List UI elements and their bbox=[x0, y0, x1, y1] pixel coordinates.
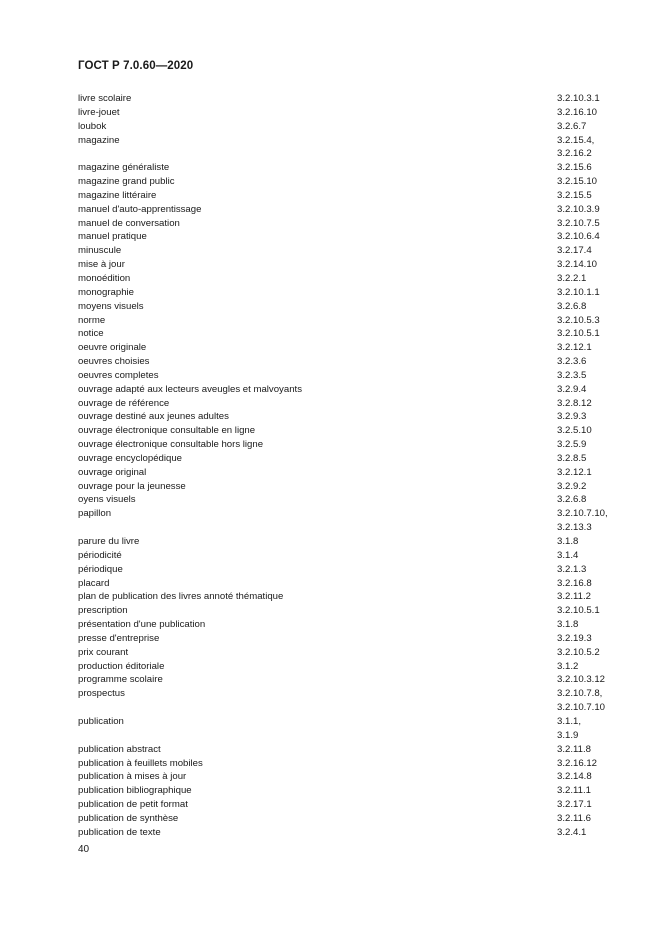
index-entry bbox=[78, 812, 623, 826]
section-reference: 3.2.15.5 bbox=[557, 189, 592, 201]
index-term: ouvrage électronique consultable hors ligne bbox=[78, 439, 264, 451]
index-references bbox=[557, 189, 623, 203]
index-references bbox=[557, 424, 623, 438]
section-reference: 3.2.8.12 bbox=[557, 397, 592, 409]
section-reference: 3.2.16.8 bbox=[557, 577, 592, 589]
index-references bbox=[557, 493, 623, 507]
section-reference: 3.2.9.3 bbox=[557, 411, 587, 423]
index-references bbox=[557, 258, 623, 272]
index-entry bbox=[78, 217, 623, 231]
index-term: ouvrage pour la jeunesse bbox=[78, 480, 186, 492]
index-references bbox=[557, 383, 623, 397]
index-entry bbox=[78, 563, 623, 577]
index-term: publication de texte bbox=[78, 826, 161, 838]
index-term: publication à feuillets mobiles bbox=[78, 757, 203, 769]
index-entry bbox=[78, 383, 623, 397]
index-references bbox=[557, 438, 623, 452]
index-references bbox=[557, 549, 623, 563]
index-term: notice bbox=[78, 328, 104, 340]
index-references bbox=[557, 327, 623, 341]
index-term: papillon bbox=[78, 508, 112, 520]
index-term: manuel d'auto-apprentissage bbox=[78, 203, 202, 215]
section-reference: 3.2.13.3 bbox=[557, 522, 592, 534]
index-term: magazine grand public bbox=[78, 176, 175, 188]
index-entry bbox=[78, 424, 623, 438]
index-references bbox=[557, 646, 623, 660]
index-references bbox=[557, 300, 623, 314]
index-entry bbox=[78, 355, 623, 369]
index-entry bbox=[78, 258, 623, 272]
index-term: présentation d'une publication bbox=[78, 619, 206, 631]
index-references bbox=[557, 604, 623, 618]
index-entry bbox=[78, 826, 623, 840]
document-header bbox=[78, 60, 193, 72]
index-references bbox=[557, 632, 623, 646]
index-term: monographie bbox=[78, 286, 135, 298]
index-term: presse d'entreprise bbox=[78, 632, 160, 644]
index-term: publication bbox=[78, 715, 124, 727]
index-entry bbox=[78, 300, 623, 314]
index-references bbox=[557, 784, 623, 798]
index-entry bbox=[78, 646, 623, 660]
index-entry bbox=[78, 410, 623, 424]
index-references bbox=[557, 563, 623, 577]
index-references bbox=[557, 466, 623, 480]
index-entry bbox=[78, 161, 623, 175]
index-references bbox=[557, 175, 623, 189]
index-entry bbox=[78, 618, 623, 632]
index-entry bbox=[78, 660, 623, 674]
index-references bbox=[557, 244, 623, 258]
index-references bbox=[557, 355, 623, 369]
standard-title: ГОСТ Р 7.0.60—2020 bbox=[78, 60, 194, 72]
index-references bbox=[557, 397, 623, 411]
section-reference: 3.2.10.5.2 bbox=[557, 646, 600, 658]
section-reference: 3.2.5.10 bbox=[557, 425, 592, 437]
section-reference: 3.2.12.1 bbox=[557, 466, 592, 478]
section-reference: 3.2.5.9 bbox=[557, 439, 587, 451]
section-reference: 3.2.10.6.4 bbox=[557, 231, 600, 243]
index-entry bbox=[78, 369, 623, 383]
index-entry bbox=[78, 175, 623, 189]
index-term: ouvrage destiné aux jeunes adultes bbox=[78, 411, 229, 423]
section-reference: 3.2.10.3.9 bbox=[557, 203, 600, 215]
index-term: magazine littéraire bbox=[78, 189, 157, 201]
section-reference: 3.1.8 bbox=[557, 619, 579, 631]
index-references bbox=[557, 161, 623, 175]
index-references bbox=[557, 480, 623, 494]
section-reference: 3.2.14.8 bbox=[557, 771, 592, 783]
index-term: manuel de conversation bbox=[78, 217, 180, 229]
section-reference: 3.2.15.4, bbox=[557, 134, 595, 146]
index-term: périodique bbox=[78, 563, 123, 575]
section-reference: 3.2.15.6 bbox=[557, 162, 592, 174]
index-entry bbox=[78, 314, 623, 328]
index-references bbox=[557, 203, 623, 217]
section-reference: 3.2.9.2 bbox=[557, 480, 587, 492]
index-entry bbox=[78, 327, 623, 341]
index-references bbox=[557, 286, 623, 300]
section-reference: 3.2.10.5.1 bbox=[557, 605, 600, 617]
index-term: publication bibliographique bbox=[78, 785, 192, 797]
index-references bbox=[557, 757, 623, 771]
index-references bbox=[557, 590, 623, 604]
index-entry bbox=[78, 770, 623, 784]
section-reference: 3.2.12.1 bbox=[557, 342, 592, 354]
index-entry bbox=[78, 493, 623, 507]
index-term: minuscule bbox=[78, 245, 122, 257]
section-reference: 3.2.14.10 bbox=[557, 259, 598, 271]
section-reference: 3.1.2 bbox=[557, 660, 579, 672]
index-term: ouvrage de référence bbox=[78, 397, 170, 409]
index-references bbox=[557, 770, 623, 784]
index-term: plan de publication des livres annoté thématique bbox=[78, 591, 284, 603]
index-term: loubok bbox=[78, 120, 107, 132]
index-term: prospectus bbox=[78, 688, 125, 700]
index-entry bbox=[78, 106, 623, 120]
index-entry bbox=[78, 604, 623, 618]
index-term: placard bbox=[78, 577, 110, 589]
section-reference: 3.2.8.5 bbox=[557, 452, 587, 464]
index-references bbox=[557, 618, 623, 632]
index-references bbox=[557, 120, 623, 134]
index-references bbox=[557, 341, 623, 355]
index-entry bbox=[78, 798, 623, 812]
index-entry bbox=[78, 577, 623, 591]
index-entry bbox=[78, 452, 623, 466]
section-reference: 3.2.11.6 bbox=[557, 812, 591, 824]
index-entry bbox=[78, 203, 623, 217]
section-reference: 3.2.10.7.5 bbox=[557, 217, 600, 229]
index-references bbox=[557, 812, 623, 826]
section-reference: 3.2.3.5 bbox=[557, 369, 587, 381]
index-entry bbox=[78, 230, 623, 244]
index-references bbox=[557, 743, 623, 757]
index-references bbox=[557, 92, 623, 106]
index-term: magazine bbox=[78, 134, 120, 146]
section-reference: 3.2.1.3 bbox=[557, 563, 587, 575]
index-entry bbox=[78, 480, 623, 494]
section-reference: 3.2.16.10 bbox=[557, 106, 598, 118]
index-references bbox=[557, 217, 623, 231]
index-entry bbox=[78, 244, 623, 258]
index-entry bbox=[78, 189, 623, 203]
section-reference: 3.2.16.2 bbox=[557, 148, 592, 160]
index-term: oyens visuels bbox=[78, 494, 136, 506]
index-term: mise à jour bbox=[78, 259, 125, 271]
index-references bbox=[557, 452, 623, 466]
section-reference: 3.2.6.8 bbox=[557, 494, 587, 506]
index-references bbox=[557, 507, 623, 535]
index-term: livre scolaire bbox=[78, 93, 132, 104]
index-references bbox=[557, 106, 623, 120]
index-term: livre-jouet bbox=[78, 106, 120, 118]
index-term: ouvrage électronique consultable en ligne bbox=[78, 425, 256, 437]
index-entry bbox=[78, 632, 623, 646]
index-term: publication à mises à jour bbox=[78, 771, 187, 783]
index-term: oeuvres completes bbox=[78, 369, 159, 381]
section-reference: 3.2.10.5.3 bbox=[557, 314, 600, 326]
index-entry bbox=[78, 784, 623, 798]
section-reference: 3.2.17.4 bbox=[557, 245, 592, 257]
section-reference: 3.2.10.3.12 bbox=[557, 674, 606, 686]
index-entry bbox=[78, 272, 623, 286]
index-references bbox=[557, 134, 623, 162]
section-reference: 3.2.10.7.10, bbox=[557, 508, 608, 520]
index-term: oeuvre originale bbox=[78, 342, 147, 354]
index-references bbox=[557, 798, 623, 812]
section-reference: 3.1.4 bbox=[557, 549, 579, 561]
section-reference: 3.2.3.6 bbox=[557, 356, 587, 368]
section-reference: 3.2.4.1 bbox=[557, 826, 587, 838]
section-reference: 3.1.1, bbox=[557, 715, 582, 727]
index-term: oeuvres choisies bbox=[78, 356, 150, 368]
index-term: parure du livre bbox=[78, 536, 140, 547]
index-term: périodicité bbox=[78, 549, 122, 561]
index-references bbox=[557, 715, 623, 743]
index-term: prix courant bbox=[78, 646, 129, 658]
index-references bbox=[557, 826, 623, 840]
section-reference: 3.2.6.8 bbox=[557, 300, 587, 312]
index-entry bbox=[78, 743, 623, 757]
index-references bbox=[557, 272, 623, 286]
index-term: moyens visuels bbox=[78, 300, 144, 312]
index-term: publication de petit format bbox=[78, 799, 188, 811]
index-entry bbox=[78, 590, 623, 604]
index-entry bbox=[78, 535, 623, 549]
index-entry bbox=[78, 134, 623, 162]
section-reference: 3.2.19.3 bbox=[557, 632, 592, 644]
section-reference: 3.2.10.7.10 bbox=[557, 702, 606, 714]
index-entry bbox=[78, 438, 623, 452]
index-term: ouvrage original bbox=[78, 466, 147, 478]
section-reference: 3.2.11.8 bbox=[557, 743, 591, 755]
section-reference: 3.1.9 bbox=[557, 729, 579, 741]
index-term: ouvrage encyclopédique bbox=[78, 452, 183, 464]
section-reference: 3.2.10.3.1 bbox=[557, 93, 600, 104]
section-reference: 3.2.2.1 bbox=[557, 272, 587, 284]
index-entry bbox=[78, 286, 623, 300]
section-reference: 3.2.16.12 bbox=[557, 757, 598, 769]
index-entry bbox=[78, 92, 623, 106]
index-entry bbox=[78, 341, 623, 355]
index-entry bbox=[78, 466, 623, 480]
index-term: publication abstract bbox=[78, 743, 161, 755]
index-entry bbox=[78, 687, 623, 715]
section-reference: 3.1.8 bbox=[557, 536, 579, 547]
index-references bbox=[557, 230, 623, 244]
section-reference: 3.2.11.2 bbox=[557, 591, 591, 603]
section-reference: 3.2.6.7 bbox=[557, 120, 587, 132]
section-reference: 3.2.9.4 bbox=[557, 383, 587, 395]
index-references bbox=[557, 687, 623, 715]
index-term: publication de synthèse bbox=[78, 812, 179, 824]
page-number: 40 bbox=[78, 844, 90, 855]
index-entry bbox=[78, 397, 623, 411]
index-list bbox=[78, 92, 623, 840]
index-term: magazine généraliste bbox=[78, 162, 170, 174]
section-reference: 3.2.17.1 bbox=[557, 799, 592, 811]
index-term: prescription bbox=[78, 605, 128, 617]
index-references bbox=[557, 369, 623, 383]
section-reference: 3.2.10.5.1 bbox=[557, 328, 600, 340]
section-reference: 3.2.10.7.8, bbox=[557, 688, 603, 700]
index-entry bbox=[78, 507, 623, 535]
index-term: programme scolaire bbox=[78, 674, 163, 686]
index-entry bbox=[78, 757, 623, 771]
index-term: monoédition bbox=[78, 272, 131, 284]
index-references bbox=[557, 410, 623, 424]
index-references bbox=[557, 577, 623, 591]
index-entry bbox=[78, 549, 623, 563]
index-term: norme bbox=[78, 314, 106, 326]
section-reference: 3.2.10.1.1 bbox=[557, 286, 600, 298]
index-references bbox=[557, 673, 623, 687]
index-term: ouvrage adapté aux lecteurs aveugles et malvoyants bbox=[78, 383, 302, 395]
index-entry bbox=[78, 715, 623, 743]
index-term: manuel pratique bbox=[78, 231, 147, 243]
index-entry bbox=[78, 673, 623, 687]
section-reference: 3.2.15.10 bbox=[557, 176, 598, 188]
index-entry bbox=[78, 120, 623, 134]
index-references bbox=[557, 314, 623, 328]
index-references bbox=[557, 660, 623, 674]
section-reference: 3.2.11.1 bbox=[557, 785, 591, 797]
index-references bbox=[557, 535, 623, 549]
index-term: production éditoriale bbox=[78, 660, 165, 672]
